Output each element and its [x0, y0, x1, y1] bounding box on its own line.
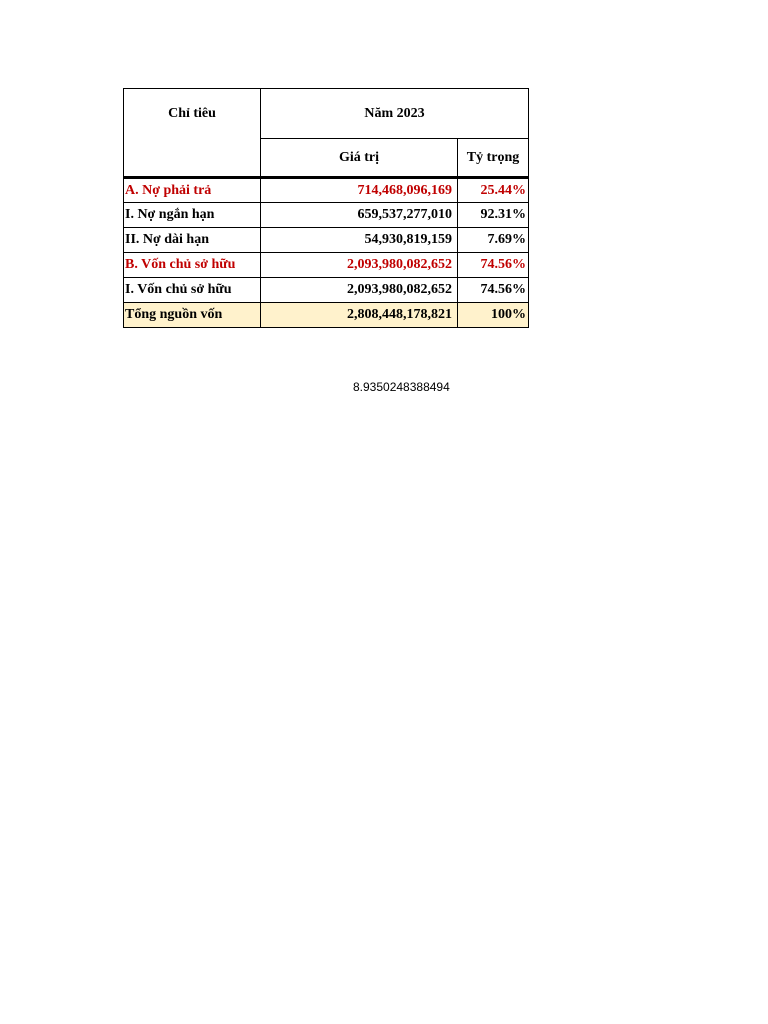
header-year[interactable]: Năm 2023 — [261, 89, 529, 139]
row-share[interactable]: 25.44% — [458, 178, 529, 203]
table-row-equity — [124, 253, 529, 278]
header-value[interactable]: Giá trị — [261, 139, 458, 178]
table-row-total — [124, 303, 529, 328]
row-share[interactable]: 7.69% — [458, 228, 529, 253]
table-row-liabilities — [124, 178, 529, 203]
capital-structure-table — [123, 88, 529, 328]
header-row-1 — [124, 89, 529, 139]
table-row-short-term-debt — [124, 203, 529, 228]
table-row-owner-equity — [124, 278, 529, 303]
row-label[interactable]: II. Nợ dài hạn — [124, 228, 261, 253]
row-share[interactable]: 100% — [458, 303, 529, 328]
row-label[interactable]: Tổng nguồn vốn — [124, 303, 261, 328]
row-label[interactable]: B. Vốn chủ sở hữu — [124, 253, 261, 278]
stray-cell-value[interactable]: 8.9350248388494 — [353, 380, 450, 394]
row-share[interactable]: 74.56% — [458, 278, 529, 303]
row-value[interactable]: 2,093,980,082,652 — [261, 278, 458, 303]
header-indicator[interactable]: Chỉ tiêu — [124, 89, 261, 178]
row-value[interactable]: 54,930,819,159 — [261, 228, 458, 253]
row-value[interactable]: 2,808,448,178,821 — [261, 303, 458, 328]
row-value[interactable]: 659,537,277,010 — [261, 203, 458, 228]
row-share[interactable]: 74.56% — [458, 253, 529, 278]
row-label[interactable]: A. Nợ phải trả — [124, 178, 261, 203]
row-label[interactable]: I. Nợ ngắn hạn — [124, 203, 261, 228]
row-value[interactable]: 2,093,980,082,652 — [261, 253, 458, 278]
header-share[interactable]: Tỷ trọng — [458, 139, 529, 178]
row-label[interactable]: I. Vốn chủ sở hữu — [124, 278, 261, 303]
row-share[interactable]: 92.31% — [458, 203, 529, 228]
row-value[interactable]: 714,468,096,169 — [261, 178, 458, 203]
table-row-long-term-debt — [124, 228, 529, 253]
